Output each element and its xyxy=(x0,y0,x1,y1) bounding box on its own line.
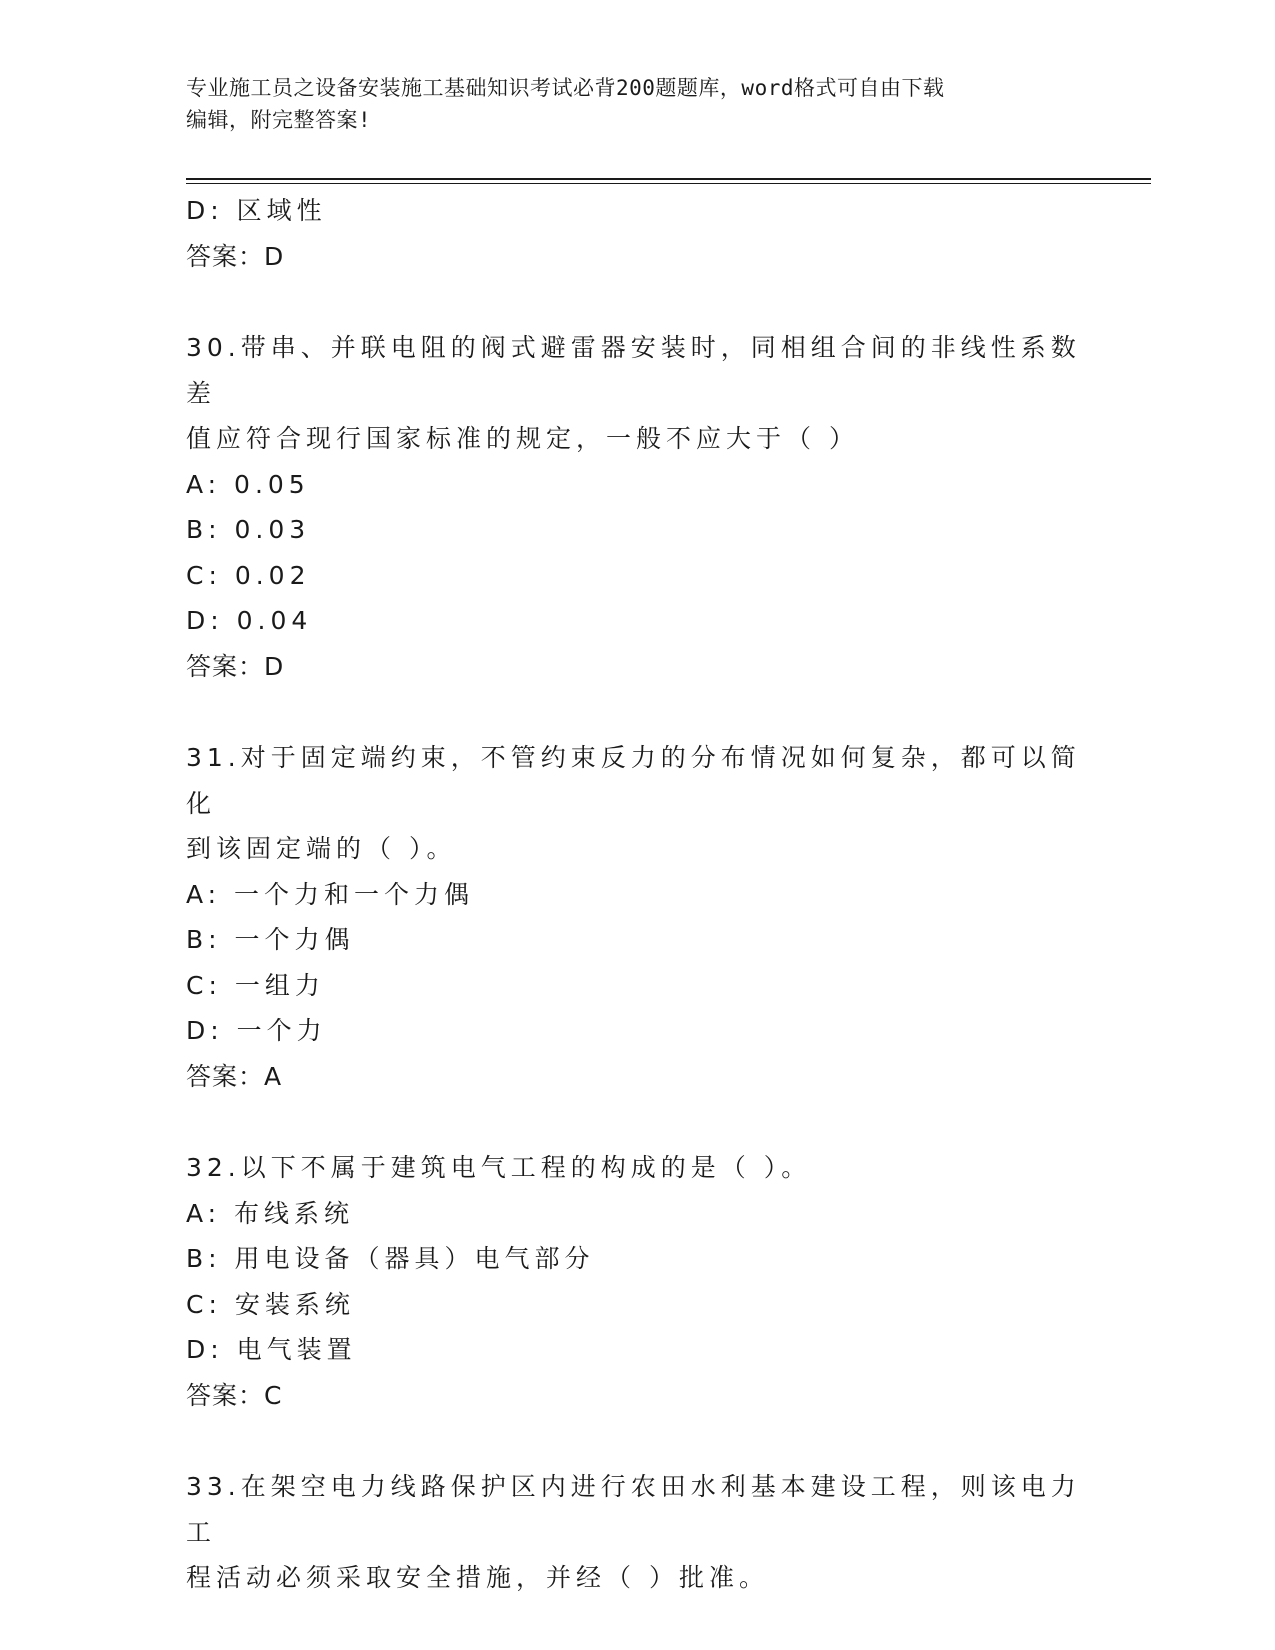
answer: 答案：A xyxy=(186,1061,283,1091)
option-a: A: 0.05 xyxy=(186,469,310,499)
option-c: C: 0.02 xyxy=(186,560,311,590)
question-32 xyxy=(186,1145,1086,1418)
question-text-line-2: 程活动必须采取安全措施，并经（ ）批准。 xyxy=(186,1563,769,1592)
option-a: A: 一个力和一个力偶 xyxy=(186,879,475,909)
prev-question-option-d: D: 区域性 xyxy=(186,196,327,225)
option-c: C: 一组力 xyxy=(186,970,325,1000)
option-a: A: 布线系统 xyxy=(186,1198,355,1228)
question-text-line-1: 32.以下不属于建筑电气工程的构成的是（ ）。 xyxy=(186,1153,812,1182)
header-divider-thin xyxy=(186,183,1151,184)
answer: 答案：D xyxy=(186,651,285,681)
option-b: B: 0.03 xyxy=(186,515,311,544)
option-b: B: 用电设备（器具）电气部分 xyxy=(186,1244,595,1273)
header-title-line-1: 专业施工员之设备安装施工基础知识考试必背200题题库，word格式可自由下载 xyxy=(186,76,945,100)
question-31 xyxy=(186,735,1086,1099)
option-c: C: 安装系统 xyxy=(186,1289,355,1319)
header-divider-thick xyxy=(186,178,1151,180)
answer: 答案：C xyxy=(186,1380,283,1410)
question-list xyxy=(186,188,1086,1601)
document-header xyxy=(186,72,1086,136)
prev-question-answer: 答案：D xyxy=(186,241,285,271)
header-title-line-2: 编辑，附完整答案! xyxy=(186,108,372,132)
option-d: D: 0.04 xyxy=(186,606,313,635)
question-30 xyxy=(186,325,1086,689)
option-b: B: 一个力偶 xyxy=(186,925,355,954)
question-text-line-2: 到该固定端的（ ）。 xyxy=(186,834,457,863)
question-33 xyxy=(186,1464,1086,1601)
question-text-line-1: 30.带串、并联电阻的阀式避雷器安装时，同相组合间的非线性系数差 xyxy=(186,333,1081,408)
option-d: D: 电气装置 xyxy=(186,1335,357,1364)
option-d: D: 一个力 xyxy=(186,1016,327,1045)
question-text-line-1: 33.在架空电力线路保护区内进行农田水利基本建设工程，则该电力工 xyxy=(186,1472,1081,1547)
question-text-line-1: 31.对于固定端约束，不管约束反力的分布情况如何复杂，都可以简化 xyxy=(186,743,1081,818)
question-text-line-2: 值应符合现行国家标准的规定，一般不应大于（ ） xyxy=(186,424,859,453)
